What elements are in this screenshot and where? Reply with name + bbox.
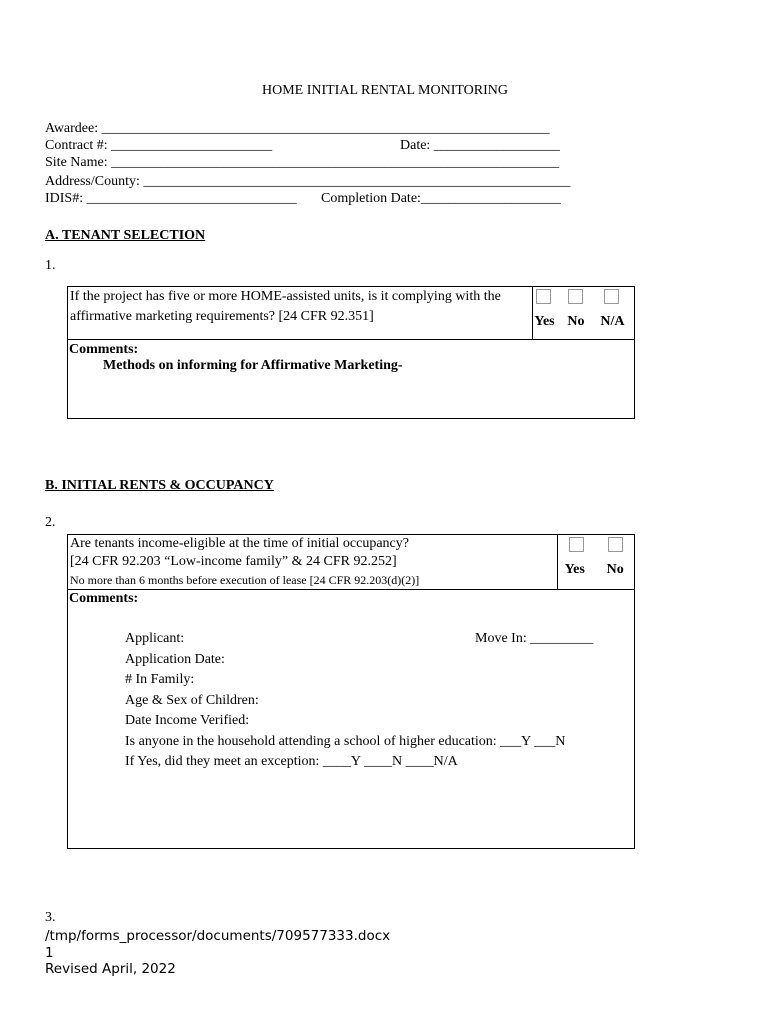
site-name-field[interactable]: Site Name: ________________________________________________________________: [45, 155, 560, 170]
in-family-field: # In Family:: [125, 672, 195, 687]
q2-comments-label: Comments:: [69, 591, 139, 606]
idis-field[interactable]: IDIS#: ______________________________: [45, 191, 297, 206]
question-1-comments[interactable]: [68, 340, 635, 419]
question-1-table: [67, 286, 635, 419]
question-2-text: [68, 535, 558, 590]
q1-na-label: N/A: [600, 314, 625, 329]
question-2-comments[interactable]: [68, 590, 635, 849]
section-a-title: A. TENANT SELECTION: [45, 228, 206, 243]
q1-no-label: No: [567, 314, 585, 329]
q1-yes-checkbox[interactable]: [536, 289, 551, 304]
question-2-table: [67, 534, 635, 849]
q2-line-1: Are tenants income-eligible at the time of initial occupancy?: [70, 536, 409, 551]
q1-comments-label: Comments:: [69, 342, 139, 357]
question-1-text: If the project has five or more HOME-assisted units, is it complying with the affirmative marketing requirements? [24 CFR 92.351]: [68, 287, 533, 340]
date-field[interactable]: Date: __________________: [400, 138, 560, 153]
q1-comments-subtext: Methods on informing for Affirmative Marketing-: [103, 358, 403, 373]
higher-education-question: Is anyone in the household attending a school of higher education: ___Y ___N: [125, 734, 566, 749]
contract-field[interactable]: Contract #: _______________________: [45, 138, 273, 153]
q2-no-label: No: [606, 562, 624, 577]
q2-yes-checkbox[interactable]: [569, 537, 584, 552]
q2-line-3: No more than 6 months before execution of lease [24 CFR 92.203(d)(2)]: [70, 573, 420, 587]
address-county-field[interactable]: Address/County: _____________________________________________________________: [45, 174, 571, 189]
exception-question: If Yes, did they meet an exception: ____Y ____N ____N/A: [125, 754, 458, 769]
q2-no-checkbox[interactable]: [608, 537, 623, 552]
question-2-number: 2.: [45, 515, 56, 530]
date-income-verified-field: Date Income Verified:: [125, 713, 250, 728]
age-sex-children-field: Age & Sex of Children:: [125, 693, 259, 708]
question-1-number: 1.: [45, 258, 56, 273]
applicant-field: Applicant:: [125, 631, 185, 646]
question-3-number: 3.: [45, 910, 56, 925]
application-date-field: Application Date:: [125, 652, 225, 667]
footer-file-path: /tmp/forms_processor/documents/709577333.docx: [45, 928, 391, 944]
q1-no-checkbox[interactable]: [568, 289, 583, 304]
q1-na-checkbox[interactable]: [604, 289, 619, 304]
page-title: HOME INITIAL RENTAL MONITORING: [261, 83, 509, 98]
q2-yes-label: Yes: [564, 562, 585, 577]
footer-revised-date: Revised April, 2022: [45, 961, 176, 977]
footer-page-number: 1: [45, 945, 54, 961]
move-in-field: Move In: _________: [475, 631, 594, 646]
q2-line-2: [24 CFR 92.203 “Low-income family” & 24 CFR 92.252]: [70, 554, 397, 569]
section-b-title: B. INITIAL RENTS & OCCUPANCY: [45, 478, 274, 493]
q1-yes-label: Yes: [534, 314, 555, 329]
completion-date-field[interactable]: Completion Date:____________________: [321, 191, 561, 206]
awardee-field[interactable]: Awardee: ________________________________________________________________: [45, 121, 550, 136]
